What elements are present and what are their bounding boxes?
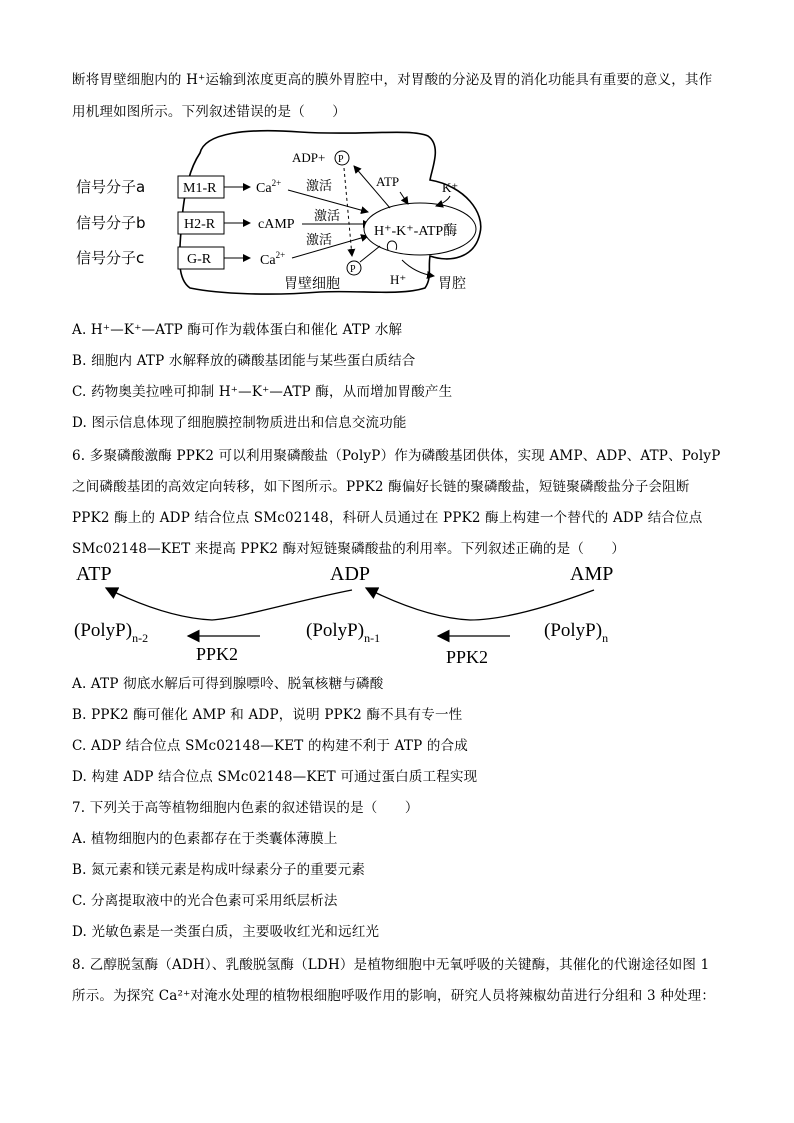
signal-b-label: 信号分子b (76, 214, 146, 232)
q6-option-a: A. ATP 彻底水解后可得到腺嘌呤、脱氧核糖与磷酸 (72, 676, 384, 692)
q8-stem-line2: 所示。为探究 Ca²⁺对淹水处理的植物根细胞呼吸作用的影响，研究人员将辣椒幼苗进行分组和 3 种处理： (72, 988, 716, 1004)
q7-option-b: B. 氮元素和镁元素是构成叶绿素分子的重要元素 (72, 862, 366, 878)
q6-adp: ADP (330, 563, 371, 585)
h-ion-label: H⁺ (390, 272, 407, 287)
q5-option-d: D. 图示信息体现了细胞膜控制物质进出和信息交流功能 (72, 415, 407, 431)
q7-option-d: D. 光敏色素是一类蛋白质，主要吸收红光和远红光 (72, 924, 380, 940)
cell-label: 胃壁细胞 (284, 276, 340, 292)
arrow-atp-in (400, 192, 408, 204)
q6-ppk2-left: PPK2 (196, 644, 239, 664)
q5-option-a: A. H⁺—K⁺—ATP 酶可作为载体蛋白和催化 ATP 水解 (72, 322, 403, 338)
lumen-label: 胃腔 (438, 276, 466, 292)
q6-stem-line1: 6. 多聚磷酸激酶 PPK2 可以利用聚磷酸盐（PolyP）作为磷酸基团供体，实现 AMP、ADP、ATP、PolyP (72, 448, 721, 464)
arc-amp-to-adp (366, 588, 594, 620)
q6-option-b: B. PPK2 酶可催化 AMP 和 ADP，说明 PPK2 酶不具有专一性 (72, 707, 463, 723)
q5-diagram (70, 128, 510, 298)
q7-option-c: C. 分离提取液中的光合色素可采用纸层析法 (72, 893, 338, 909)
adp-p-label: ADP+ (292, 150, 326, 165)
q6-atp: ATP (76, 563, 112, 585)
signal-c-label: 信号分子c (76, 249, 145, 267)
p-circle-top-text: P (338, 154, 344, 165)
arc-adp-to-atp (106, 588, 352, 620)
k-ion-label: K⁺ (442, 180, 459, 195)
receptor-gr: G-R (187, 252, 212, 267)
q5-option-b: B. 细胞内 ATP 水解释放的磷酸基团能与某些蛋白质结合 (72, 353, 416, 369)
enzyme-label: H⁺-K⁺-ATP酶 (374, 224, 458, 239)
activate-label-3: 激活 (306, 233, 333, 248)
q6-option-c: C. ADP 结合位点 SMc02148—KET 的构建不利于 ATP 的合成 (72, 738, 468, 754)
q6-ppk2-right: PPK2 (446, 647, 489, 667)
p-circle-bottom-text: P (350, 264, 356, 275)
q7-option-a: A. 植物细胞内的色素都存在于类囊体薄膜上 (72, 831, 338, 847)
q5-stem-line2: 用机理如图所示。下列叙述错误的是（ ） (72, 104, 346, 120)
receptor-h2r: H2-R (184, 217, 216, 232)
q6-polyp-n2: $(PolyP)_{n-2}$ (74, 620, 149, 645)
q5-stem-line1: 断将胃壁细胞内的 H⁺运输到浓度更高的膜外胃腔中，对胃酸的分泌及胃的消化功能具有重要的意义，其作 (72, 72, 713, 88)
messenger-camp: cAMP (258, 217, 295, 232)
signal-a-label: 信号分子a (76, 178, 146, 196)
q6-stem-line4: SMc02148—KET 来提高 PPK2 酶对短链聚磷酸盐的利用率。下列叙述正确的是（ ） (72, 541, 626, 557)
receptor-m1r: M1-R (183, 181, 217, 196)
q8-stem-line1: 8. 乙醇脱氢酶（ADH）、乳酸脱氢酶（LDH）是植物细胞中无氧呼吸的关键酶，其催化的代谢途径如图 1 (72, 957, 710, 973)
messenger-ca-2: $Ca^{2+}$ (260, 250, 286, 268)
atp-label: ATP (376, 174, 400, 189)
q7-stem: 7. 下列关于高等植物细胞内色素的叙述错误的是（ ） (72, 800, 419, 816)
q6-option-d: D. 构建 ADP 结合位点 SMc02148—KET 可通过蛋白质工程实现 (72, 769, 478, 785)
messenger-ca-1: $Ca^{2+}$ (256, 178, 282, 196)
q6-stem-line3: PPK2 酶上的 ADP 结合位点 SMc02148，科研人员通过在 PPK2 酶上构建一个替代的 ADP 结合位点 (72, 510, 703, 526)
q5-option-c: C. 药物奥美拉唑可抑制 H⁺—K⁺—ATP 酶，从而增加胃酸产生 (72, 384, 453, 400)
q6-polyp-n1: $(PolyP)_{n-1}$ (306, 620, 381, 645)
q6-stem-line2: 之间磷酸基团的高效定向转移，如下图所示。PPK2 酶偏好长链的聚磷酸盐，短链聚磷酸盐分子会阻断 (72, 479, 690, 495)
q6-amp: AMP (570, 563, 614, 585)
q6-diagram (70, 560, 630, 670)
q6-polyp-n: $(PolyP)_n$ (544, 620, 609, 645)
activate-label-2: 激活 (314, 209, 341, 224)
activate-label-1: 激活 (306, 179, 333, 194)
